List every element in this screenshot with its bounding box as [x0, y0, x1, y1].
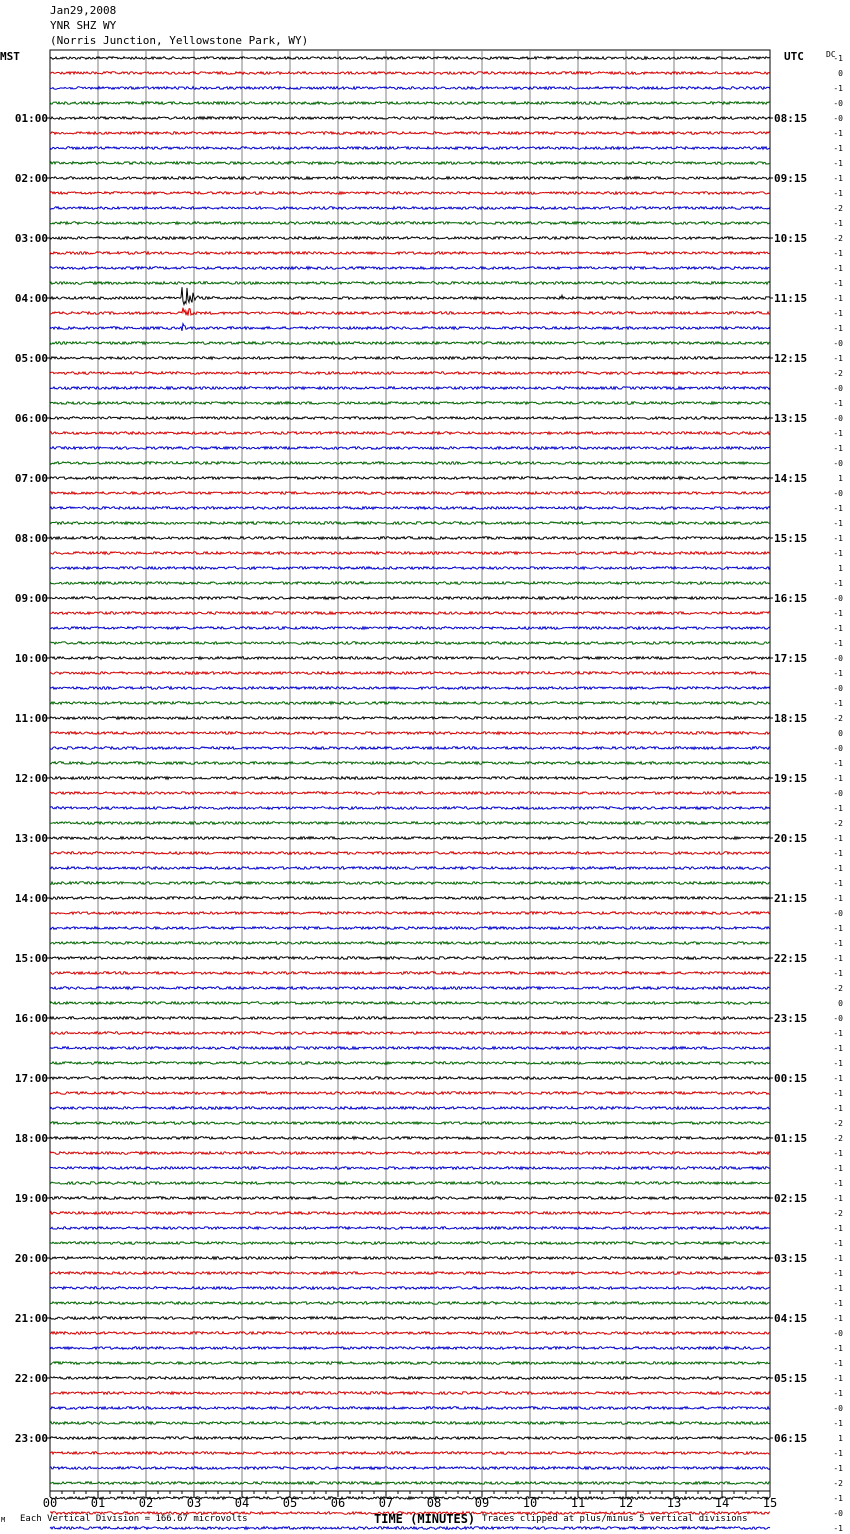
dc-offset-label: 1	[838, 474, 843, 483]
dc-offset-label: -0	[833, 1329, 843, 1338]
trace-row-49	[50, 792, 770, 795]
utc-hour-label: 11:15	[774, 292, 808, 305]
dc-offset-label: -1	[833, 609, 843, 618]
trace-row-0	[50, 57, 770, 60]
dc-offset-label: -0	[833, 654, 843, 663]
dc-offset-label: -1	[833, 1464, 843, 1473]
trace-row-93	[50, 1452, 770, 1455]
trace-row-41	[50, 672, 770, 675]
dc-offset-label: -1	[833, 1269, 843, 1278]
x-axis-title: TIME (MINUTES)	[374, 1512, 476, 1526]
trace-row-6	[50, 147, 770, 150]
x-tick-label: 12	[618, 1496, 634, 1510]
mst-hour-label: 22:00	[14, 1372, 48, 1385]
dc-offset-label: -1	[833, 429, 843, 438]
utc-hour-label: 16:15	[774, 592, 808, 605]
mst-hour-label: 17:00	[14, 1072, 48, 1085]
utc-hour-label: 08:15	[774, 112, 808, 125]
utc-hour-label: 18:15	[774, 712, 808, 725]
dc-offset-label: -0	[833, 489, 843, 498]
utc-hour-label: 09:15	[774, 172, 808, 185]
trace-row-75	[50, 1182, 770, 1185]
trace-row-36	[50, 597, 770, 600]
trace-row-87	[50, 1362, 770, 1365]
dc-offset-label: -1	[833, 534, 843, 543]
dc-offset-label: -1	[833, 1389, 843, 1398]
x-tick-label: 11	[570, 1496, 586, 1510]
dc-offset-label: -1	[833, 1059, 843, 1068]
dc-offset-label: -2	[833, 369, 843, 378]
trace-row-69	[50, 1092, 770, 1095]
dc-offset-label: -1	[833, 1314, 843, 1323]
trace-row-88	[50, 1377, 770, 1380]
trace-row-74	[50, 1167, 770, 1170]
dc-offset-label: -0	[833, 789, 843, 798]
dc-offset-label: -0	[833, 114, 843, 123]
trace-row-22	[50, 387, 770, 390]
dc-offset-label: 0	[838, 999, 843, 1008]
trace-row-32	[50, 537, 770, 540]
trace-row-54	[50, 867, 770, 870]
trace-row-15	[50, 282, 770, 285]
trace-row-47	[50, 762, 770, 765]
recording-date: Jan29,2008	[50, 4, 117, 17]
dc-offset-label: -1	[833, 924, 843, 933]
mst-hour-label: 23:00	[14, 1432, 48, 1445]
vertical-scale-note: Each Vertical Division = 166.67 microvolts	[20, 1514, 248, 1524]
dc-offset-label: -1	[833, 504, 843, 513]
mst-hour-label: 15:00	[14, 952, 48, 965]
trace-row-83	[50, 1302, 770, 1305]
dc-offset-label: -1	[833, 1374, 843, 1383]
mst-hour-label: 08:00	[14, 532, 48, 545]
trace-row-11	[50, 222, 770, 225]
trace-row-72	[50, 1137, 770, 1140]
mst-hour-label: 09:00	[14, 592, 48, 605]
trace-row-80	[50, 1257, 770, 1260]
dc-offset-label: -1	[833, 1494, 843, 1503]
dc-offset-label: -1	[833, 1449, 843, 1458]
dc-offset-label: -1	[833, 399, 843, 408]
trace-row-34	[50, 567, 770, 570]
mst-hour-label: 20:00	[14, 1252, 48, 1265]
trace-row-5	[50, 132, 770, 135]
dc-offset-label: -1	[833, 1029, 843, 1038]
dc-offset-label: -0	[833, 99, 843, 108]
trace-row-25	[50, 432, 770, 435]
x-tick-label: 00	[42, 1496, 58, 1510]
trace-row-60	[50, 957, 770, 960]
left-timezone-label: MST	[0, 50, 20, 63]
dc-offset-label: -1	[833, 519, 843, 528]
trace-row-62	[50, 987, 770, 990]
trace-row-78	[50, 1227, 770, 1230]
mst-hour-label: 16:00	[14, 1012, 48, 1025]
dc-offset-label: -2	[833, 204, 843, 213]
trace-row-94	[50, 1467, 770, 1470]
trace-row-19	[50, 342, 770, 345]
trace-row-16	[50, 287, 770, 304]
dc-offset-label: -1	[833, 954, 843, 963]
dc-offset-label: -2	[833, 234, 843, 243]
trace-row-9	[50, 192, 770, 195]
dc-offset-label: -1	[833, 1224, 843, 1233]
dc-offset-label: -1	[833, 1344, 843, 1353]
trace-row-33	[50, 552, 770, 555]
mst-hour-label: 18:00	[14, 1132, 48, 1145]
dc-offset-label: -0	[833, 594, 843, 603]
dc-offset-label: -2	[833, 1209, 843, 1218]
trace-row-61	[50, 972, 770, 975]
mst-hour-label: 06:00	[14, 412, 48, 425]
dc-offset-label: -1	[833, 849, 843, 858]
trace-row-57	[50, 912, 770, 915]
x-tick-label: 01	[90, 1496, 106, 1510]
utc-hour-label: 04:15	[774, 1312, 808, 1325]
x-tick-label: 15	[762, 1496, 778, 1510]
dc-offset-label: -1	[833, 1149, 843, 1158]
x-tick-label: 07	[378, 1496, 394, 1510]
footer-glyph: M	[1, 1516, 6, 1524]
trace-row-21	[50, 372, 770, 375]
x-tick-label: 03	[186, 1496, 202, 1510]
dc-offset-label: -1	[833, 444, 843, 453]
trace-row-23	[50, 402, 770, 405]
mst-hour-label: 01:00	[14, 112, 48, 125]
clip-note: Traces clipped at plus/minus 5 vertical divisions	[482, 1514, 748, 1524]
dc-offset-label: -2	[833, 714, 843, 723]
trace-row-18	[50, 324, 770, 331]
utc-hour-label: 12:15	[774, 352, 808, 365]
trace-row-50	[50, 807, 770, 810]
trace-row-43	[50, 702, 770, 705]
dc-offset-label: -0	[833, 909, 843, 918]
dc-offset-label: -2	[833, 1134, 843, 1143]
mst-hour-label: 12:00	[14, 772, 48, 785]
utc-hour-label: 21:15	[774, 892, 808, 905]
dc-offset-label: -1	[833, 1089, 843, 1098]
utc-hour-label: 20:15	[774, 832, 808, 845]
dc-offset-label: -0	[833, 684, 843, 693]
trace-row-56	[50, 897, 770, 900]
mst-hour-label: 07:00	[14, 472, 48, 485]
trace-row-96	[50, 1497, 770, 1500]
dc-offset-label: -1	[833, 264, 843, 273]
dc-offset-label: -2	[833, 1479, 843, 1488]
utc-hour-label: 13:15	[774, 412, 808, 425]
trace-row-38	[50, 627, 770, 630]
x-tick-label: 09	[474, 1496, 490, 1510]
utc-hour-label: 10:15	[774, 232, 808, 245]
utc-hour-label: 05:15	[774, 1372, 808, 1385]
dc-offset-label: -0	[833, 1404, 843, 1413]
dc-offset-label: -1	[833, 1419, 843, 1428]
trace-row-26	[50, 447, 770, 450]
dc-offset-label: -0	[833, 1509, 843, 1518]
dc-offset-label: -1	[833, 774, 843, 783]
utc-hour-label: 17:15	[774, 652, 808, 665]
station-location: (Norris Junction, Yellowstone Park, WY)	[50, 34, 309, 47]
utc-hour-label: 14:15	[774, 472, 808, 485]
utc-hour-label: 15:15	[774, 532, 808, 545]
dc-offset-label: -1	[833, 1239, 843, 1248]
dc-offset-label: -1	[833, 219, 843, 228]
trace-row-77	[50, 1212, 770, 1215]
dc-offset-label: -1	[833, 1359, 843, 1368]
dc-offset-label: -1	[833, 309, 843, 318]
dc-offset-label: 1	[838, 564, 843, 573]
dc-offset-label: -1	[833, 294, 843, 303]
mst-hour-label: 05:00	[14, 352, 48, 365]
dc-offset-label: 1	[838, 1434, 843, 1443]
dc-offset-label: -0	[833, 1014, 843, 1023]
trace-row-55	[50, 882, 770, 885]
mst-hour-label: 10:00	[14, 652, 48, 665]
dc-offset-label: -1	[833, 1044, 843, 1053]
right-timezone-label: UTC	[784, 50, 804, 63]
dc-offset-label: -1	[833, 249, 843, 258]
trace-row-1	[50, 72, 770, 75]
trace-row-4	[50, 117, 770, 120]
dc-offset-label: -1	[833, 669, 843, 678]
trace-row-30	[50, 507, 770, 510]
x-tick-label: 13	[666, 1496, 682, 1510]
dc-offset-label: -1	[833, 939, 843, 948]
trace-row-89	[50, 1392, 770, 1395]
trace-row-2	[50, 87, 770, 90]
mst-hour-label: 03:00	[14, 232, 48, 245]
dc-offset-label: -1	[833, 894, 843, 903]
trace-row-40	[50, 657, 770, 660]
dc-offset-label: -1	[833, 1179, 843, 1188]
dc-offset-label: -2	[833, 819, 843, 828]
trace-row-44	[50, 717, 770, 720]
dc-offset-label: 0	[838, 729, 843, 738]
trace-row-58	[50, 927, 770, 930]
dc-offset-label: -1	[833, 1299, 843, 1308]
utc-hour-label: 01:15	[774, 1132, 808, 1145]
dc-offset-header: DC	[826, 50, 836, 59]
dc-offset-label: -1	[833, 84, 843, 93]
dc-offset-label: -1	[833, 189, 843, 198]
utc-hour-label: 03:15	[774, 1252, 808, 1265]
dc-offset-label: -1	[833, 174, 843, 183]
station-code: YNR SHZ WY	[50, 19, 117, 32]
dc-offset-label: -1	[833, 54, 843, 63]
dc-offset-label: -1	[833, 759, 843, 768]
x-tick-label: 14	[714, 1496, 730, 1510]
dc-offset-label: -1	[833, 1194, 843, 1203]
dc-offset-label: -1	[833, 1074, 843, 1083]
trace-row-39	[50, 642, 770, 645]
dc-offset-label: -1	[833, 624, 843, 633]
dc-offset-label: -1	[833, 1254, 843, 1263]
dc-offset-label: -1	[833, 1164, 843, 1173]
trace-row-35	[50, 582, 770, 585]
trace-row-51	[50, 822, 770, 825]
trace-row-37	[50, 612, 770, 615]
trace-row-64	[50, 1017, 770, 1020]
dc-offset-label: -1	[833, 699, 843, 708]
trace-row-92	[50, 1437, 770, 1440]
trace-row-68	[50, 1077, 770, 1080]
x-tick-label: 04	[234, 1496, 250, 1510]
trace-row-63	[50, 1002, 770, 1005]
dc-offset-label: -1	[833, 864, 843, 873]
trace-row-8	[50, 177, 770, 180]
trace-row-70	[50, 1107, 770, 1110]
trace-row-81	[50, 1272, 770, 1275]
x-tick-label: 05	[282, 1496, 298, 1510]
plot-frame	[50, 50, 770, 1491]
trace-row-20	[50, 357, 770, 360]
dc-offset-label: -0	[833, 744, 843, 753]
trace-row-24	[50, 417, 770, 420]
trace-row-67	[50, 1062, 770, 1065]
trace-row-73	[50, 1152, 770, 1155]
dc-offset-label: -2	[833, 984, 843, 993]
utc-hour-label: 23:15	[774, 1012, 808, 1025]
trace-row-85	[50, 1332, 770, 1335]
dc-offset-label: -2	[833, 1119, 843, 1128]
mst-hour-label: 13:00	[14, 832, 48, 845]
trace-row-31	[50, 522, 770, 525]
trace-row-10	[50, 207, 770, 210]
mst-hour-label: 11:00	[14, 712, 48, 725]
dc-offset-label: -1	[833, 279, 843, 288]
dc-offset-label: -1	[833, 549, 843, 558]
trace-row-79	[50, 1242, 770, 1245]
dc-offset-label: -1	[833, 969, 843, 978]
mst-hour-label: 19:00	[14, 1192, 48, 1205]
trace-row-27	[50, 462, 770, 465]
utc-hour-label: 22:15	[774, 952, 808, 965]
mst-hour-label: 21:00	[14, 1312, 48, 1325]
x-tick-label: 02	[138, 1496, 154, 1510]
x-tick-label: 10	[522, 1496, 538, 1510]
trace-row-45	[50, 732, 770, 735]
trace-row-90	[50, 1407, 770, 1410]
utc-hour-label: 06:15	[774, 1432, 808, 1445]
trace-row-13	[50, 252, 770, 255]
dc-offset-label: -1	[833, 1524, 843, 1533]
trace-row-84	[50, 1317, 770, 1320]
trace-row-14	[50, 267, 770, 270]
trace-row-42	[50, 687, 770, 690]
trace-row-52	[50, 837, 770, 840]
dc-offset-label: -0	[833, 414, 843, 423]
trace-row-66	[50, 1047, 770, 1050]
trace-row-53	[50, 852, 770, 855]
trace-row-76	[50, 1197, 770, 1200]
x-tick-label: 06	[330, 1496, 346, 1510]
trace-row-12	[50, 237, 770, 240]
dc-offset-label: -0	[833, 339, 843, 348]
dc-offset-label: 0	[838, 69, 843, 78]
trace-row-86	[50, 1347, 770, 1350]
trace-row-98	[50, 1527, 770, 1530]
trace-row-17	[50, 308, 770, 316]
dc-offset-label: -1	[833, 879, 843, 888]
dc-offset-label: -1	[833, 834, 843, 843]
mst-hour-label: 14:00	[14, 892, 48, 905]
dc-offset-label: -1	[833, 159, 843, 168]
utc-hour-label: 19:15	[774, 772, 808, 785]
trace-row-46	[50, 747, 770, 750]
mst-hour-label: 04:00	[14, 292, 48, 305]
dc-offset-label: -1	[833, 639, 843, 648]
trace-row-95	[50, 1482, 770, 1485]
dc-offset-label: -1	[833, 354, 843, 363]
utc-hour-label: 00:15	[774, 1072, 808, 1085]
trace-row-29	[50, 492, 770, 495]
mst-hour-label: 02:00	[14, 172, 48, 185]
trace-row-48	[50, 777, 770, 780]
dc-offset-label: -1	[833, 129, 843, 138]
trace-row-28	[50, 477, 770, 480]
dc-offset-label: -1	[833, 1104, 843, 1113]
dc-offset-label: -1	[833, 579, 843, 588]
dc-offset-label: -1	[833, 324, 843, 333]
trace-row-91	[50, 1422, 770, 1425]
dc-offset-label: -1	[833, 144, 843, 153]
x-tick-label: 08	[426, 1496, 442, 1510]
trace-row-82	[50, 1287, 770, 1290]
trace-row-7	[50, 162, 770, 165]
dc-offset-label: -0	[833, 459, 843, 468]
trace-row-3	[50, 102, 770, 105]
dc-offset-label: -1	[833, 1284, 843, 1293]
trace-row-65	[50, 1032, 770, 1035]
trace-row-71	[50, 1122, 770, 1125]
utc-hour-label: 02:15	[774, 1192, 808, 1205]
dc-offset-label: -1	[833, 804, 843, 813]
dc-offset-label: -0	[833, 384, 843, 393]
trace-row-59	[50, 942, 770, 945]
